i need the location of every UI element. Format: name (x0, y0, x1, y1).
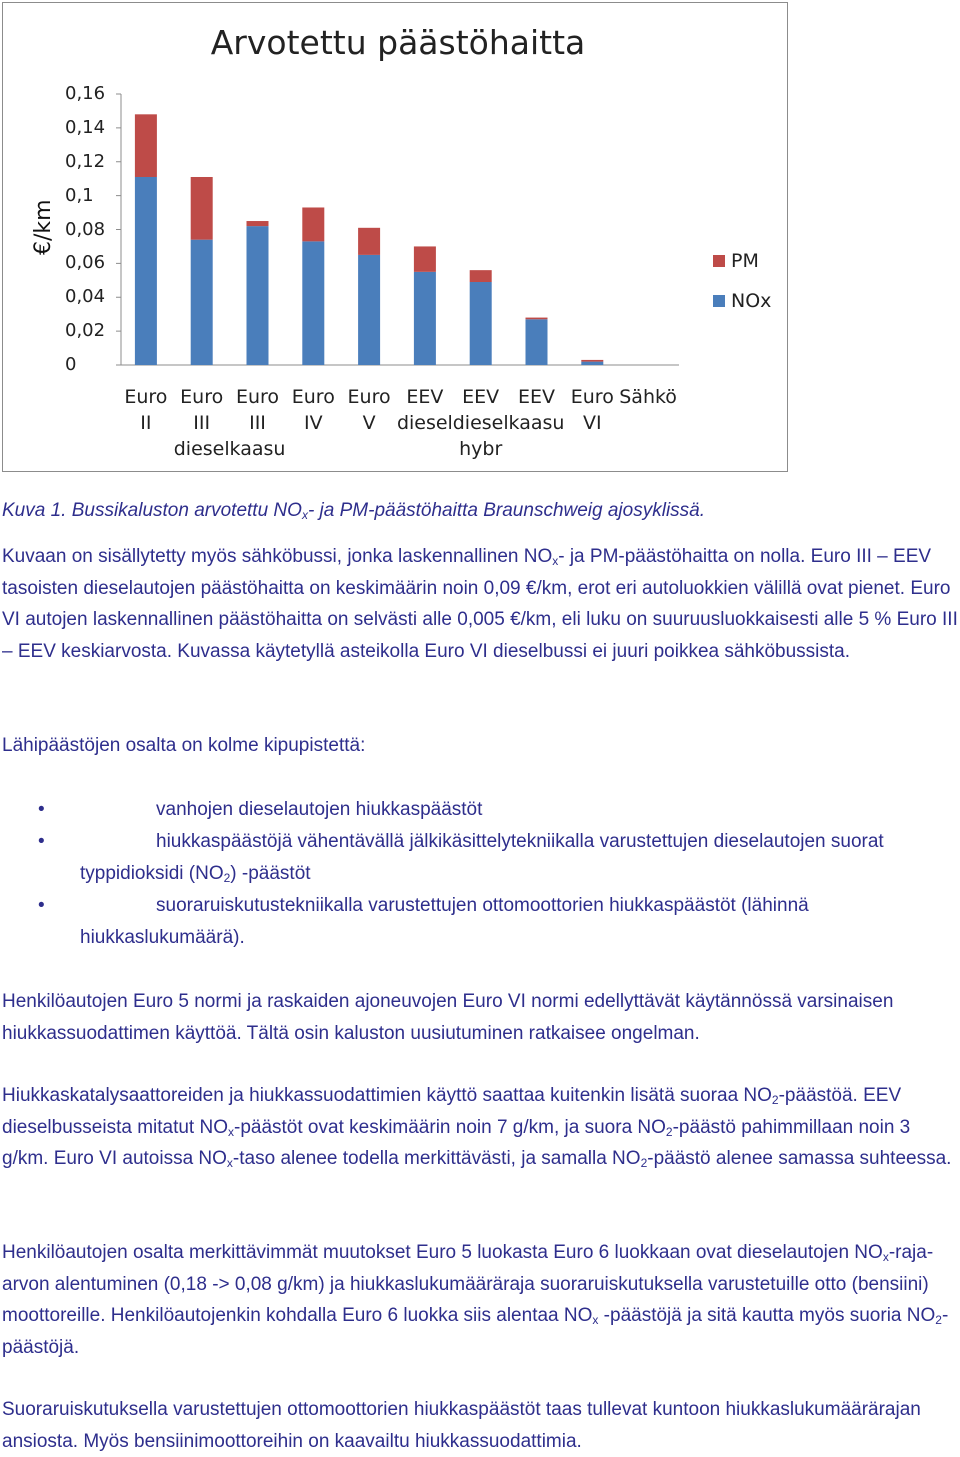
bar-pm (302, 207, 324, 241)
x-tick-label: EEV diesel (396, 386, 453, 434)
bar-nox (191, 240, 213, 365)
bullet-dot: • (38, 831, 45, 852)
paragraph-3: Henkilöautojen Euro 5 normi ja raskaiden ajoneuvojen Euro VI normi edellyttävät käytännössä varsinaisen hiukkassuodattimen käyttöä. Tältä osin kaluston uusiutuminen ratkaisee ongelman. (2, 991, 894, 1044)
x-tick-label: Euro VI (570, 386, 614, 434)
y-tick-label: 0,06 (65, 252, 106, 274)
bar-nox (358, 255, 380, 365)
list-item: • suoraruiskutustekniikalla varustettujen ottomoottorien hiukkaspäästöt (lähinnä hiukkaslukumäärä). (0, 890, 960, 954)
paragraph-2: Lähipäästöjen osalta on kolme kipupistettä: (2, 735, 366, 756)
bar-nox (526, 319, 548, 365)
y-tick-label: 0,04 (65, 286, 106, 308)
bar-pm (191, 177, 213, 240)
y-tick-label: 0,08 (65, 218, 106, 240)
x-tick-label: EEV kaasu (508, 386, 565, 434)
x-tick-label: Euro II (124, 386, 168, 434)
bar-pm (135, 114, 157, 177)
x-tick-label: Euro III kaasu (229, 386, 286, 460)
legend-swatch-pm (713, 255, 725, 267)
paragraph-4: Hiukkaskatalysaattoreiden ja hiukkassuodattimien käyttö saattaa kuitenkin lisätä suoraa $NO_2$-päästöä. EEV dieselbusseista mitatut $NO_x$-päästöt ovat keskimäärin noin 7 g/km, ja suora $NO_2$-päästö pahimmillaan noin 3 g/km. Euro VI autoissa $NO_x$-taso alenee todella merkittävästi, ja samalla $NO_2$-päästö alenee samassa suhteessa. (2, 1085, 952, 1170)
bar-pm (414, 246, 436, 271)
bar-nox (302, 241, 324, 365)
paragraph-1: Kuvaan on sisällytetty myös sähköbussi, jonka laskennallinen $NO_x-$ ja PM-päästöhaitta on nolla. Euro III – EEV tasoisten dieselautojen päästöhaitta on keskimäärin noin 0,09 €/km, erot eri autoluokkien välillä ovat pienet. Euro VI autojen laskennallinen päästöhaitta on selvästi alle 0,005 €/km, eli luku on suuruusluokkaisesti alle 5 % Euro III – EEV keskiarvosta. Kuvassa käytetyllä asteikolla Euro VI dieselbussi ei juuri poikkea sähköbussista. (2, 546, 958, 662)
bar-pm (470, 270, 492, 282)
list-item: • vanhojen dieselautojen hiukkaspäästöt (0, 794, 960, 826)
legend-swatch-nox (713, 295, 725, 307)
bullet-dot: • (38, 895, 45, 916)
x-tick-label: Euro V (347, 386, 391, 434)
y-tick-label: 0,16 (65, 83, 106, 104)
legend-item-nox (713, 281, 771, 321)
paragraph-6: Suoraruiskutuksella varustettujen ottomoottorien hiukkaspäästöt taas tullevat kuntoon hiukkaslukumäärärajan ansiosta. Myös bensiinimoottoreihin on kaavailtu hiukkassuodattimia. (2, 1399, 921, 1452)
bar-pm (526, 318, 548, 320)
bar-nox (581, 362, 603, 365)
paragraph-5: Henkilöautojen osalta merkittävimmät muutokset Euro 5 luokasta Euro 6 luokkaan ovat dieselautojen $NO_x-raja$-arvon alentuminen (0,18 -> 0,08 g/km) ja hiukkaslukumääräraja suoraruiskutuksella varustetuille otto (bensiini) moottoreille. Henkilöautojenkin kohdalla Euro 6 luokka siis alentaa $NO_x$ -päästöjä ja sitä kautta myös suoria $NO_2$-päästöjä. (2, 1242, 949, 1358)
bar-nox (470, 282, 492, 365)
bar-nox (414, 272, 436, 365)
chart-title: Arvotettu päästöhaitta (210, 23, 586, 62)
legend-label-pm: PM (731, 250, 759, 272)
y-tick-label: 0,14 (65, 116, 106, 138)
legend-item-pm (713, 241, 771, 281)
bar-nox (135, 177, 157, 365)
figure-caption: Kuva 1. Bussikaluston arvotettu $NO_x-$ ja PM-päästöhaitta Braunschweig ajosyklissä. (2, 500, 706, 522)
bar-pm (247, 221, 269, 226)
x-tick-label: EEV diesel hybr (452, 386, 509, 460)
y-tick-label: 0,12 (65, 150, 106, 172)
chart-container (2, 2, 788, 472)
x-tick-label: Sähkö (619, 386, 677, 408)
y-tick-label: 0,1 (65, 184, 94, 206)
legend-label-nox: NOx (731, 290, 772, 312)
x-tick-label: Euro III diesel (173, 386, 230, 460)
list-item: • hiukkaspäästöjä vähentävällä jälkikäsittelytekniikalla varustettujen dieselautojen suorat typpidioksidi $(NO_2)$ -päästöt (0, 826, 960, 890)
y-tick-label: 0,02 (65, 320, 106, 342)
bar-pm (581, 360, 603, 362)
chart-legend (713, 241, 771, 321)
bar-pm (358, 228, 380, 255)
y-tick-label: 0 (65, 354, 77, 375)
bar-nox (247, 226, 269, 365)
bullet-list (0, 794, 960, 954)
y-axis-label: €/km (31, 199, 56, 255)
x-tick-label: Euro IV (291, 386, 335, 434)
bullet-dot: • (38, 799, 45, 820)
